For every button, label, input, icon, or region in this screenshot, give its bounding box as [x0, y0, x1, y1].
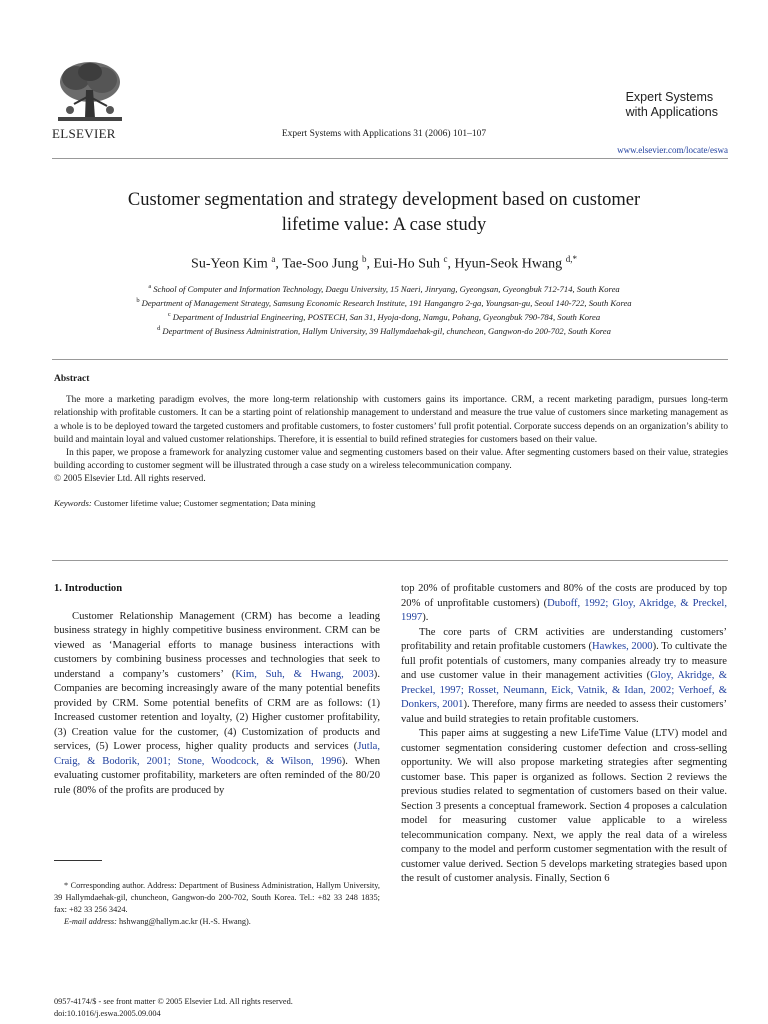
- author-name: Tae-Soo Jung: [282, 256, 359, 272]
- affiliation-mark: b: [136, 297, 140, 305]
- citation-link[interactable]: Duboff, 1992; Gloy, Akridge, & Preckel, 1997: [401, 597, 727, 623]
- body-text: ). When evaluating customer profitability, marketers are often reminded of the 80/20 rule (80% of the profits are produced by: [54, 755, 380, 796]
- author-name: Eui-Ho Suh: [373, 256, 440, 272]
- tree-icon: [52, 60, 128, 124]
- author-name: Su-Yeon Kim: [191, 256, 268, 272]
- keywords: [54, 497, 728, 510]
- body-text: Customer Relationship Management (CRM) has become a leading business strategy in highly competitive business environment. CRM can be viewed as ‘Managerial efforts to manage business interactions with customers by combining business processes and technologies that seek to understand a company’s customers’ (: [54, 610, 380, 680]
- affiliation: [40, 323, 728, 337]
- affiliation-list: [40, 281, 728, 337]
- email-label: E-mail address:: [64, 917, 117, 926]
- brand-line-1: Expert Systems: [625, 90, 714, 104]
- body-divider: [52, 560, 728, 561]
- email-note: [54, 916, 380, 928]
- footnotes: [54, 880, 380, 928]
- paper-title: [60, 188, 708, 238]
- body-paragraph: [401, 626, 727, 728]
- publisher-name: ELSEVIER: [52, 126, 116, 141]
- corresponding-author-note: * Corresponding author. Address: Department of Business Administration, Hallym University, 39 Hallymdaehak-gil, chuncheon, Gangwon-do 200-702, South Korea. Tel.: +82 33 248 1835; fax: +82 33 256 3424.: [54, 881, 380, 914]
- keywords-text: Customer lifetime value; Customer segmentation; Data mining: [94, 497, 316, 508]
- author-mark: c: [443, 254, 448, 264]
- affiliation-text: Department of Industrial Engineering, POSTECH, San 31, Hyoja-dong, Namgu, Pohang, Gyeongbuk 790-784, South Korea: [172, 311, 601, 322]
- title-line-1: Customer segmentation and strategy development based on customer: [127, 190, 641, 210]
- title-line-2: lifetime value: A case study: [281, 215, 487, 235]
- affiliation-mark: c: [167, 311, 171, 319]
- footnote-divider: [54, 860, 102, 861]
- email-address: hshwang@hallym.ac.kr (H.-S. Hwang).: [119, 917, 251, 926]
- front-matter: [54, 996, 293, 1020]
- abstract-copyright: © 2005 Elsevier Ltd. All rights reserved.: [54, 474, 206, 485]
- body-text: ). Companies are becoming increasingly aware of the many potential benefits provided by CRM. Some potential benefits of CRM are as follows: (1) Increased customer retention and loyalty, (2) Higher customer profitability, (3) Creation value for the customer, (4) Customization of products and services, (5) Lower process, higher quality products and services (: [54, 668, 380, 752]
- body-paragraph: This paper aims at suggesting a new LifeTime Value (LTV) model and customer segmentation considering customer defection and cross-selling opportunity. We will also propose marketing strategies after segmenting customer base. This paper is organized as follows. Section 2 reviews the previous studies related to segmentation of customers based on their value. Section 3 presents a conceptual framework. Section 4 proposes a calculation model for measuring customer value applicable to a wireless telecommunication company. Next, we apply the real data of a wireless company to the model and perform customer segmentation with the result of customer value derived. Section 5 develops marketing strategies based upon the result of customer analysis. Finally, Section 6: [401, 728, 727, 884]
- intro-paragraph: [54, 610, 380, 799]
- citation-link[interactable]: Gloy, Akridge, & Preckel, 1997; Rosset, Neumann, Eick, Vatnik, & Idan, 2002; Verhoef, & Donkers, 2001: [401, 670, 727, 710]
- body-paragraph: [401, 582, 727, 626]
- keywords-label: Keywords:: [54, 497, 92, 508]
- affiliation-mark: a: [148, 283, 152, 290]
- header-divider: [52, 158, 728, 159]
- journal-citation: Expert Systems with Applications 31 (2006) 101–107: [281, 129, 487, 139]
- author-list: Su-Yeon Kim $^a$, Tae-Soo Jung $^b$, Eui-Ho Suh $^c$, Hyun-Seok Hwang $^{d,*}$: [191, 254, 577, 272]
- citation-link[interactable]: Kim, Suh, & Hwang, 2003: [235, 668, 374, 680]
- body-text: The core parts of CRM activities are understanding customers’ profitability and retain profitable customers (: [401, 626, 727, 652]
- section-heading: 1. Introduction: [54, 583, 123, 594]
- journal-url-link[interactable]: www.elsevier.com/locate/eswa: [617, 145, 728, 155]
- left-column: [54, 582, 380, 798]
- author-mark: a: [271, 254, 276, 264]
- journal-brand: [626, 90, 718, 120]
- body-text: ). To cultivate the full profit potentials of customers, many companies already try to measure and use customer value in their management activities (: [401, 641, 728, 681]
- brand-line-2: with Applications: [625, 105, 718, 119]
- citation-link[interactable]: Hawkes, 2000: [591, 641, 653, 652]
- citation-link[interactable]: Jutla, Craig, & Bodorik, 2001; Stone, Woodcock, & Wilson, 1996: [54, 741, 380, 767]
- affiliation-text: Department of Business Administration, Hallym University, 39 Hallymdaehak-gil, chuncheon, Gangwon-do 200-702, South Korea: [162, 326, 611, 337]
- author-name: Hyun-Seok Hwang: [454, 256, 563, 272]
- front-matter-line: 0957-4174/$ - see front matter © 2005 Elsevier Ltd. All rights reserved.: [54, 997, 293, 1006]
- right-column: [401, 582, 727, 887]
- affiliation-text: Department of Management Strategy, Samsung Economic Research Institute, 191 Hangangro 2-ga, Youngsan-gu, Seoul 140-722, South Korea: [141, 297, 632, 308]
- affiliation-text: School of Computer and Information Technology, Daegu University, 15 Naeri, Jinryang, Gyeongsan, Gyeongbuk 712-714, South Korea: [153, 283, 620, 294]
- doi-text: doi:10.1016/j.eswa.2005.09.004: [54, 1009, 161, 1018]
- author-mark: b: [361, 254, 367, 264]
- abstract-paragraph-1: The more a marketing paradigm evolves, the more long-term relationship with customers gains its importance. CRM, a recent marketing paradigm, pursues long-term relationship with profitable customers. It can be a starting point of relationship management to understand and measure the true value of customers since marketing management as a whole is to be deployed toward the targeted customers and profitable customers, to foster customers’ full profit potential. Corporate success depends on an organization’s ability to build and maintain loyal and valued customer relationships. Therefore, it is essential to build refined strategies for customers based on their value.: [54, 395, 728, 445]
- abstract-paragraph-2: In this paper, we propose a framework for analyzing customer value and segmenting customers based on their value. After segmenting customers based on their value, strategies building according to customer segment will be illustrated through a case study on a wireless telecommunication company.: [54, 448, 728, 472]
- author-mark: d,*: [565, 254, 577, 264]
- abstract-heading: Abstract: [54, 374, 90, 384]
- body-text: top 20% of profitable customers and 80% of the costs are produced by top 20% of unprofitable customers) (: [401, 583, 727, 609]
- abstract-section: [54, 373, 728, 510]
- body-text: ).: [422, 612, 429, 623]
- affiliation: [40, 281, 728, 295]
- body-text: ). Therefore, many firms are needed to assess their customers’ value and build strategies to retain profitable customers.: [401, 699, 727, 725]
- affiliation-mark: d: [157, 325, 161, 333]
- affiliation: [40, 295, 728, 309]
- abstract-divider: [52, 359, 728, 360]
- affiliation: [40, 309, 728, 323]
